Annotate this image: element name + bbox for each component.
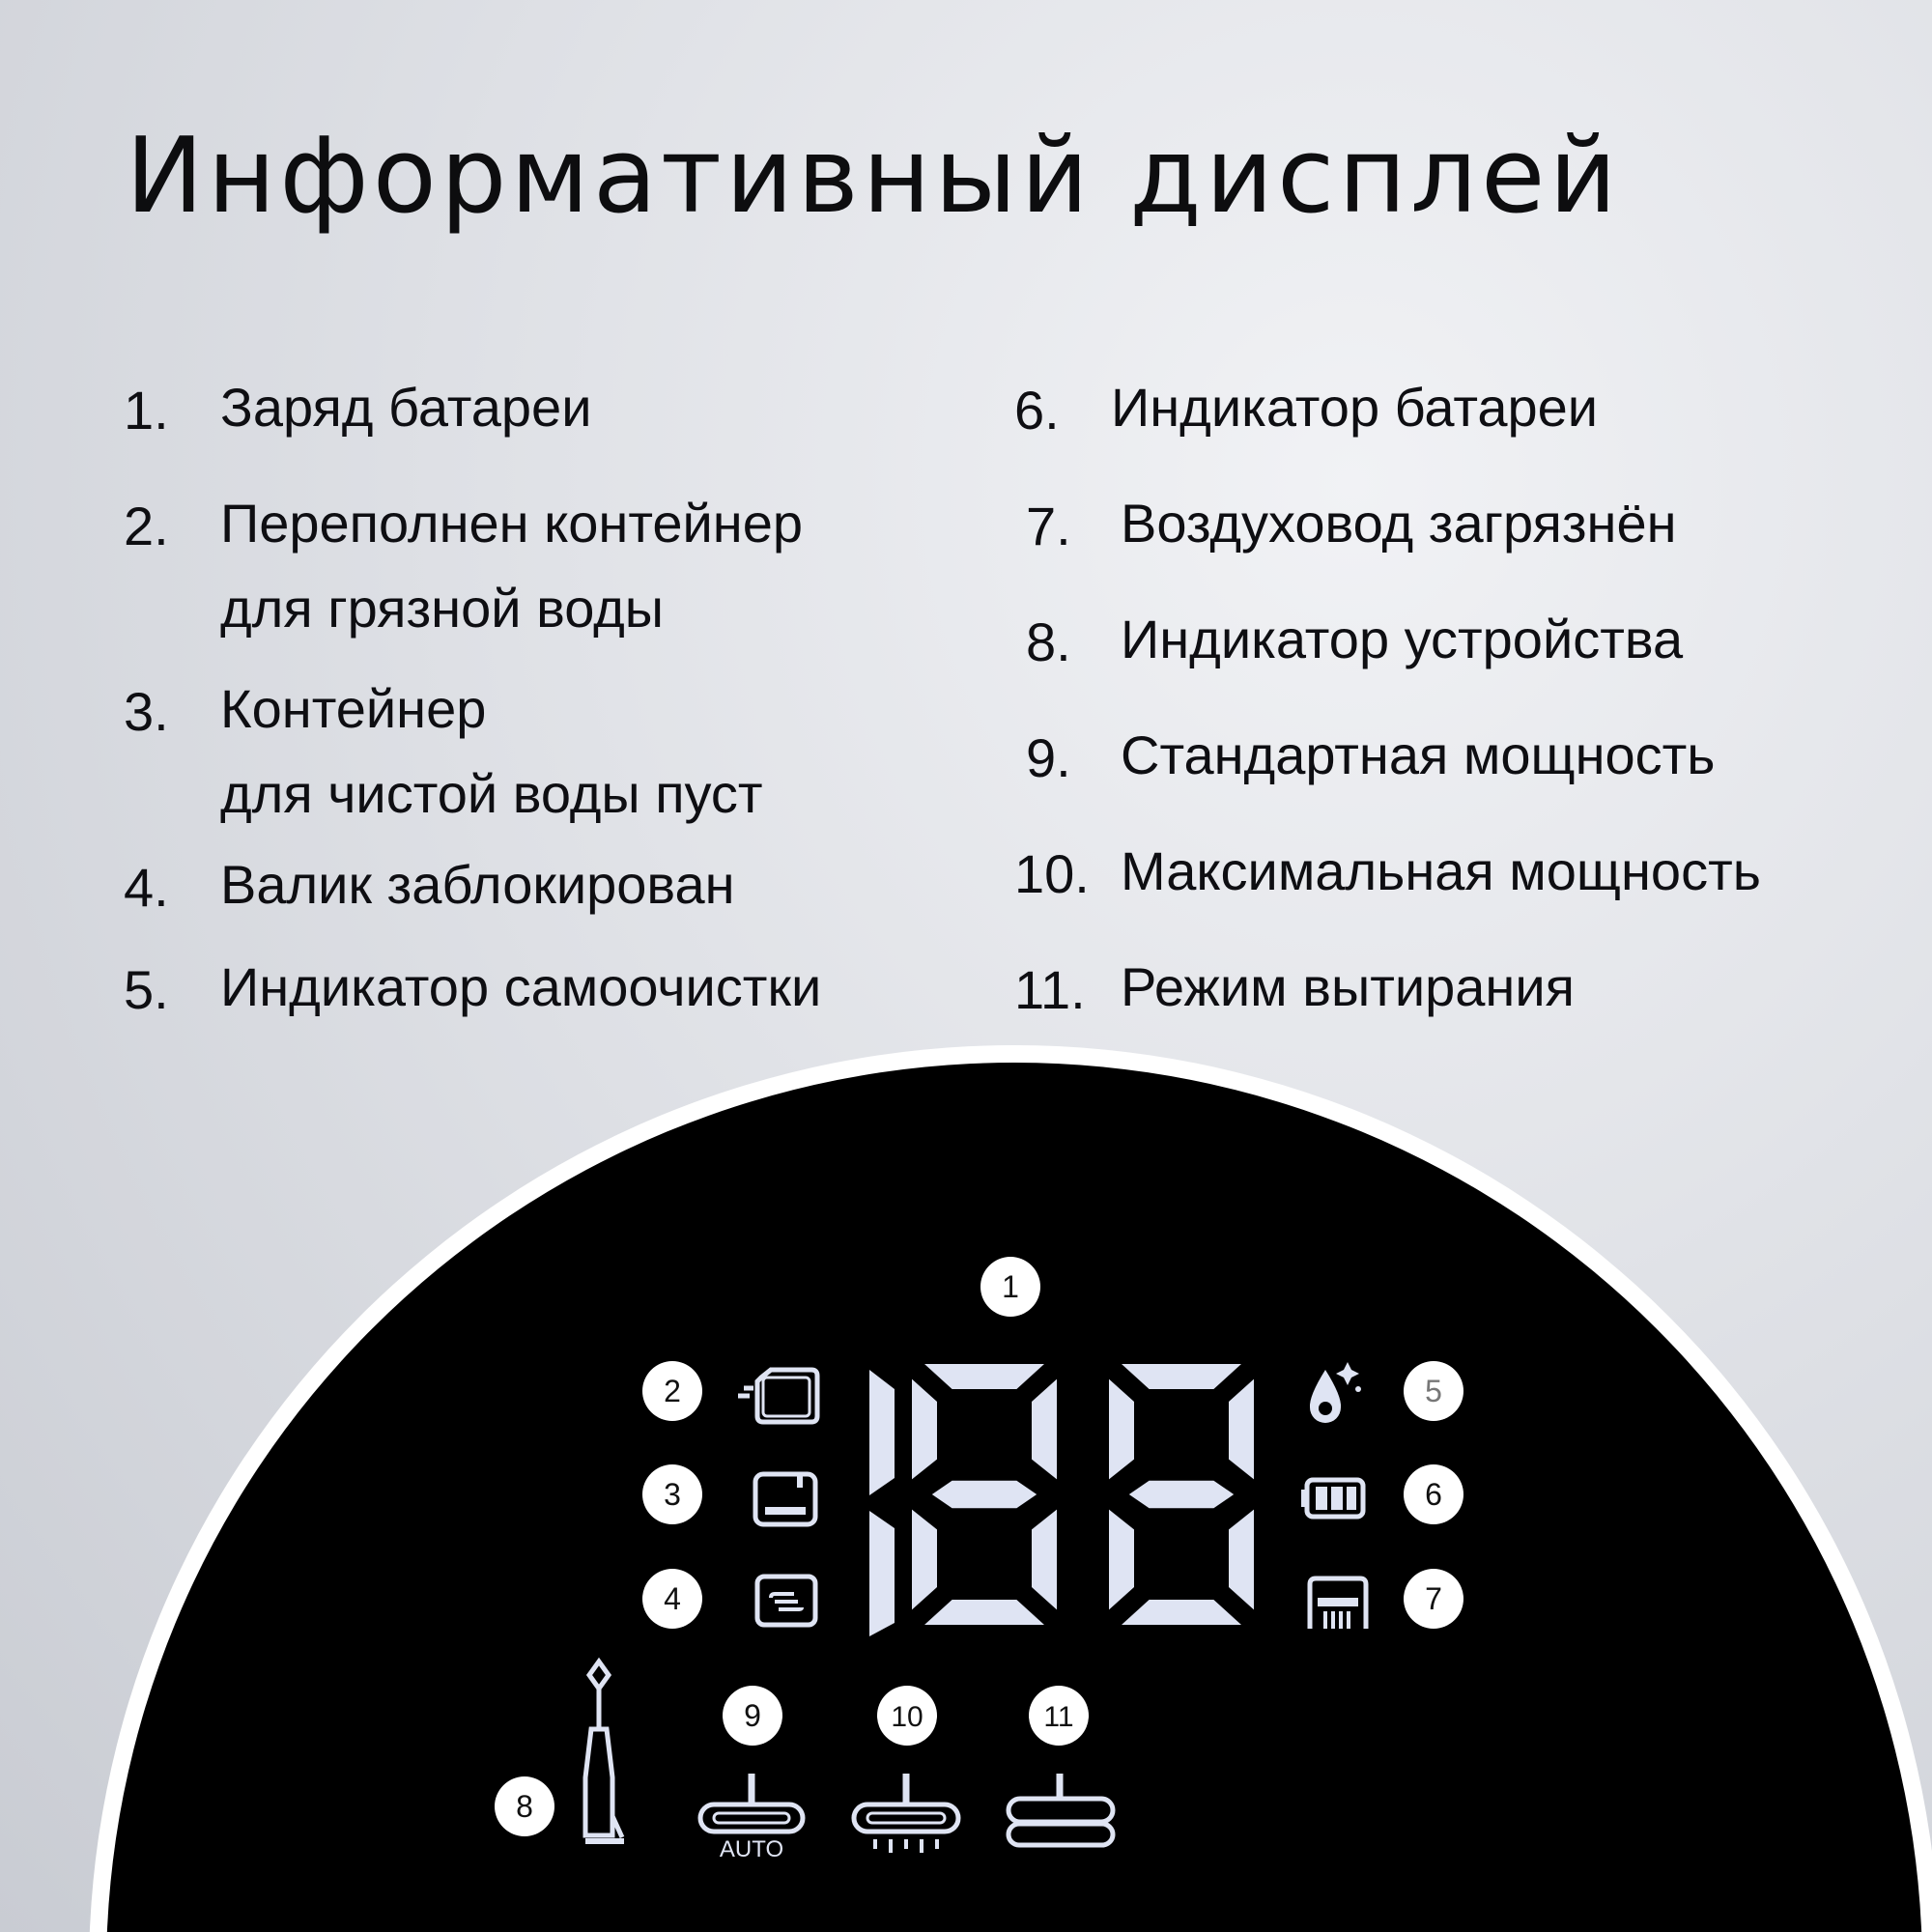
callout-4-label: 4 <box>664 1581 681 1616</box>
legend-number: 8. <box>1026 611 1071 672</box>
legend-number: 2. <box>124 496 169 556</box>
callout-8-label: 8 <box>516 1789 533 1824</box>
legend-label: Индикатор самоочистки <box>220 956 822 1017</box>
legend-label: Стандартная мощность <box>1121 724 1716 785</box>
legend-label: Индикатор батареи <box>1111 377 1599 438</box>
legend-number: 7. <box>1026 496 1071 556</box>
legend-label: Максимальная мощность <box>1121 840 1761 901</box>
auto-label: AUTO <box>719 1836 784 1862</box>
legend-number: 5. <box>124 959 169 1020</box>
digit-1-segment-middle <box>932 1481 1037 1509</box>
page-title: Информативный дисплей <box>126 116 1621 237</box>
legend-number: 11. <box>1014 959 1086 1020</box>
legend-label: Воздуховод загрязнён <box>1121 493 1677 554</box>
callout-11-label: 11 <box>1043 1701 1074 1733</box>
legend-number: 1. <box>124 380 169 440</box>
legend-label: Индикатор устройства <box>1121 609 1684 669</box>
callout-5-label: 5 <box>1425 1374 1442 1408</box>
legend-number: 4. <box>124 857 169 918</box>
callout-9-label: 9 <box>744 1698 761 1733</box>
callout-1-label: 1 <box>1002 1269 1019 1304</box>
legend-number: 9. <box>1026 727 1071 788</box>
legend-number: 10. <box>1014 843 1090 904</box>
digit-2-segment-middle <box>1129 1481 1234 1509</box>
legend-label: Контейнер для чистой воды пуст <box>220 678 763 824</box>
legend-label: Переполнен контейнер для грязной воды <box>220 493 804 639</box>
callout-10-label: 10 <box>891 1701 923 1733</box>
legend-label: Валик заблокирован <box>220 854 735 915</box>
legend-number: 6. <box>1014 380 1060 440</box>
callout-6-label: 6 <box>1425 1477 1442 1512</box>
digit-lead-segment-0 <box>869 1370 895 1495</box>
legend-label: Режим вытирания <box>1121 956 1575 1017</box>
digit-lead-segment-1 <box>869 1511 895 1636</box>
callout-3-label: 3 <box>664 1477 681 1512</box>
callout-7-label: 7 <box>1425 1581 1442 1616</box>
legend-label: Заряд батареи <box>220 377 592 438</box>
callout-2-label: 2 <box>664 1374 681 1408</box>
legend-number: 3. <box>124 681 169 742</box>
